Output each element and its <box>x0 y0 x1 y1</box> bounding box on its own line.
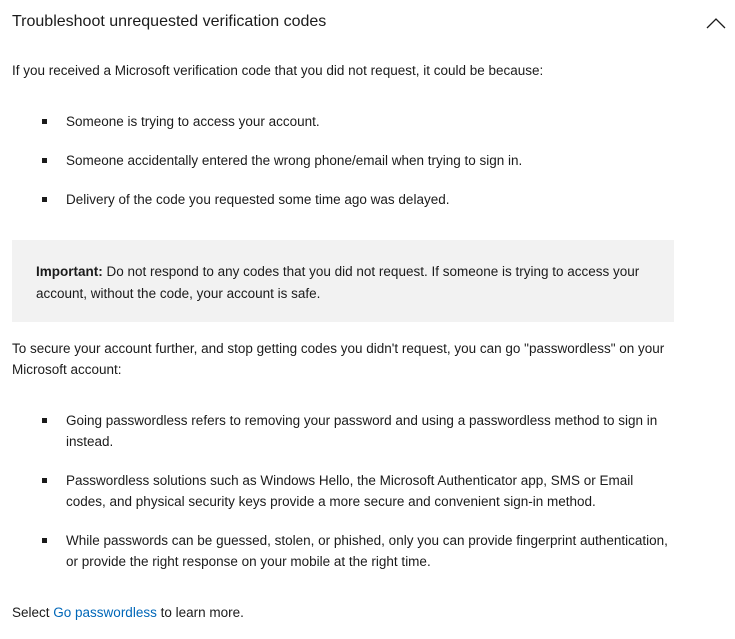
list-item: Delivery of the code you requested some time ago was delayed. <box>42 190 672 211</box>
footer-suffix: to learn more. <box>156 605 244 620</box>
footer-prefix: Select <box>12 605 54 620</box>
list-item: Passwordless solutions such as Windows Hello, the Microsoft Authenticator app, SMS or Email codes, and physical security keys provide a more secure and convenient sign-in method. <box>42 471 672 512</box>
section-title: Troubleshoot unrequested verification codes <box>12 13 327 30</box>
section-header[interactable] <box>12 0 730 46</box>
passwordless-list <box>42 411 672 572</box>
footer-text <box>12 603 672 624</box>
chevron-up-icon[interactable] <box>704 11 728 35</box>
list-item: Someone accidentally entered the wrong phone/email when trying to sign in. <box>42 151 672 172</box>
list-item: Going passwordless refers to removing your password and using a passwordless method to sign in instead. <box>42 411 672 452</box>
important-text: Do not respond to any codes that you did not request. If someone is trying to access your account, without the code, your account is safe. <box>36 264 640 301</box>
reasons-list <box>42 112 672 211</box>
go-passwordless-link[interactable]: Go passwordless <box>53 605 157 620</box>
list-item: Someone is trying to access your account. <box>42 112 672 133</box>
list-item: While passwords can be guessed, stolen, or phished, only you can provide fingerprint authentication, or provide the right response on your mobile at the right time. <box>42 531 672 572</box>
secure-intro-text: To secure your account further, and stop getting codes you didn't request, you can go "passwordless" on your Microsoft account: <box>12 341 665 377</box>
important-note <box>12 240 674 322</box>
important-label: Important: <box>36 264 103 279</box>
intro-text: If you received a Microsoft verification code that you did not request, it could be because: <box>12 63 544 78</box>
